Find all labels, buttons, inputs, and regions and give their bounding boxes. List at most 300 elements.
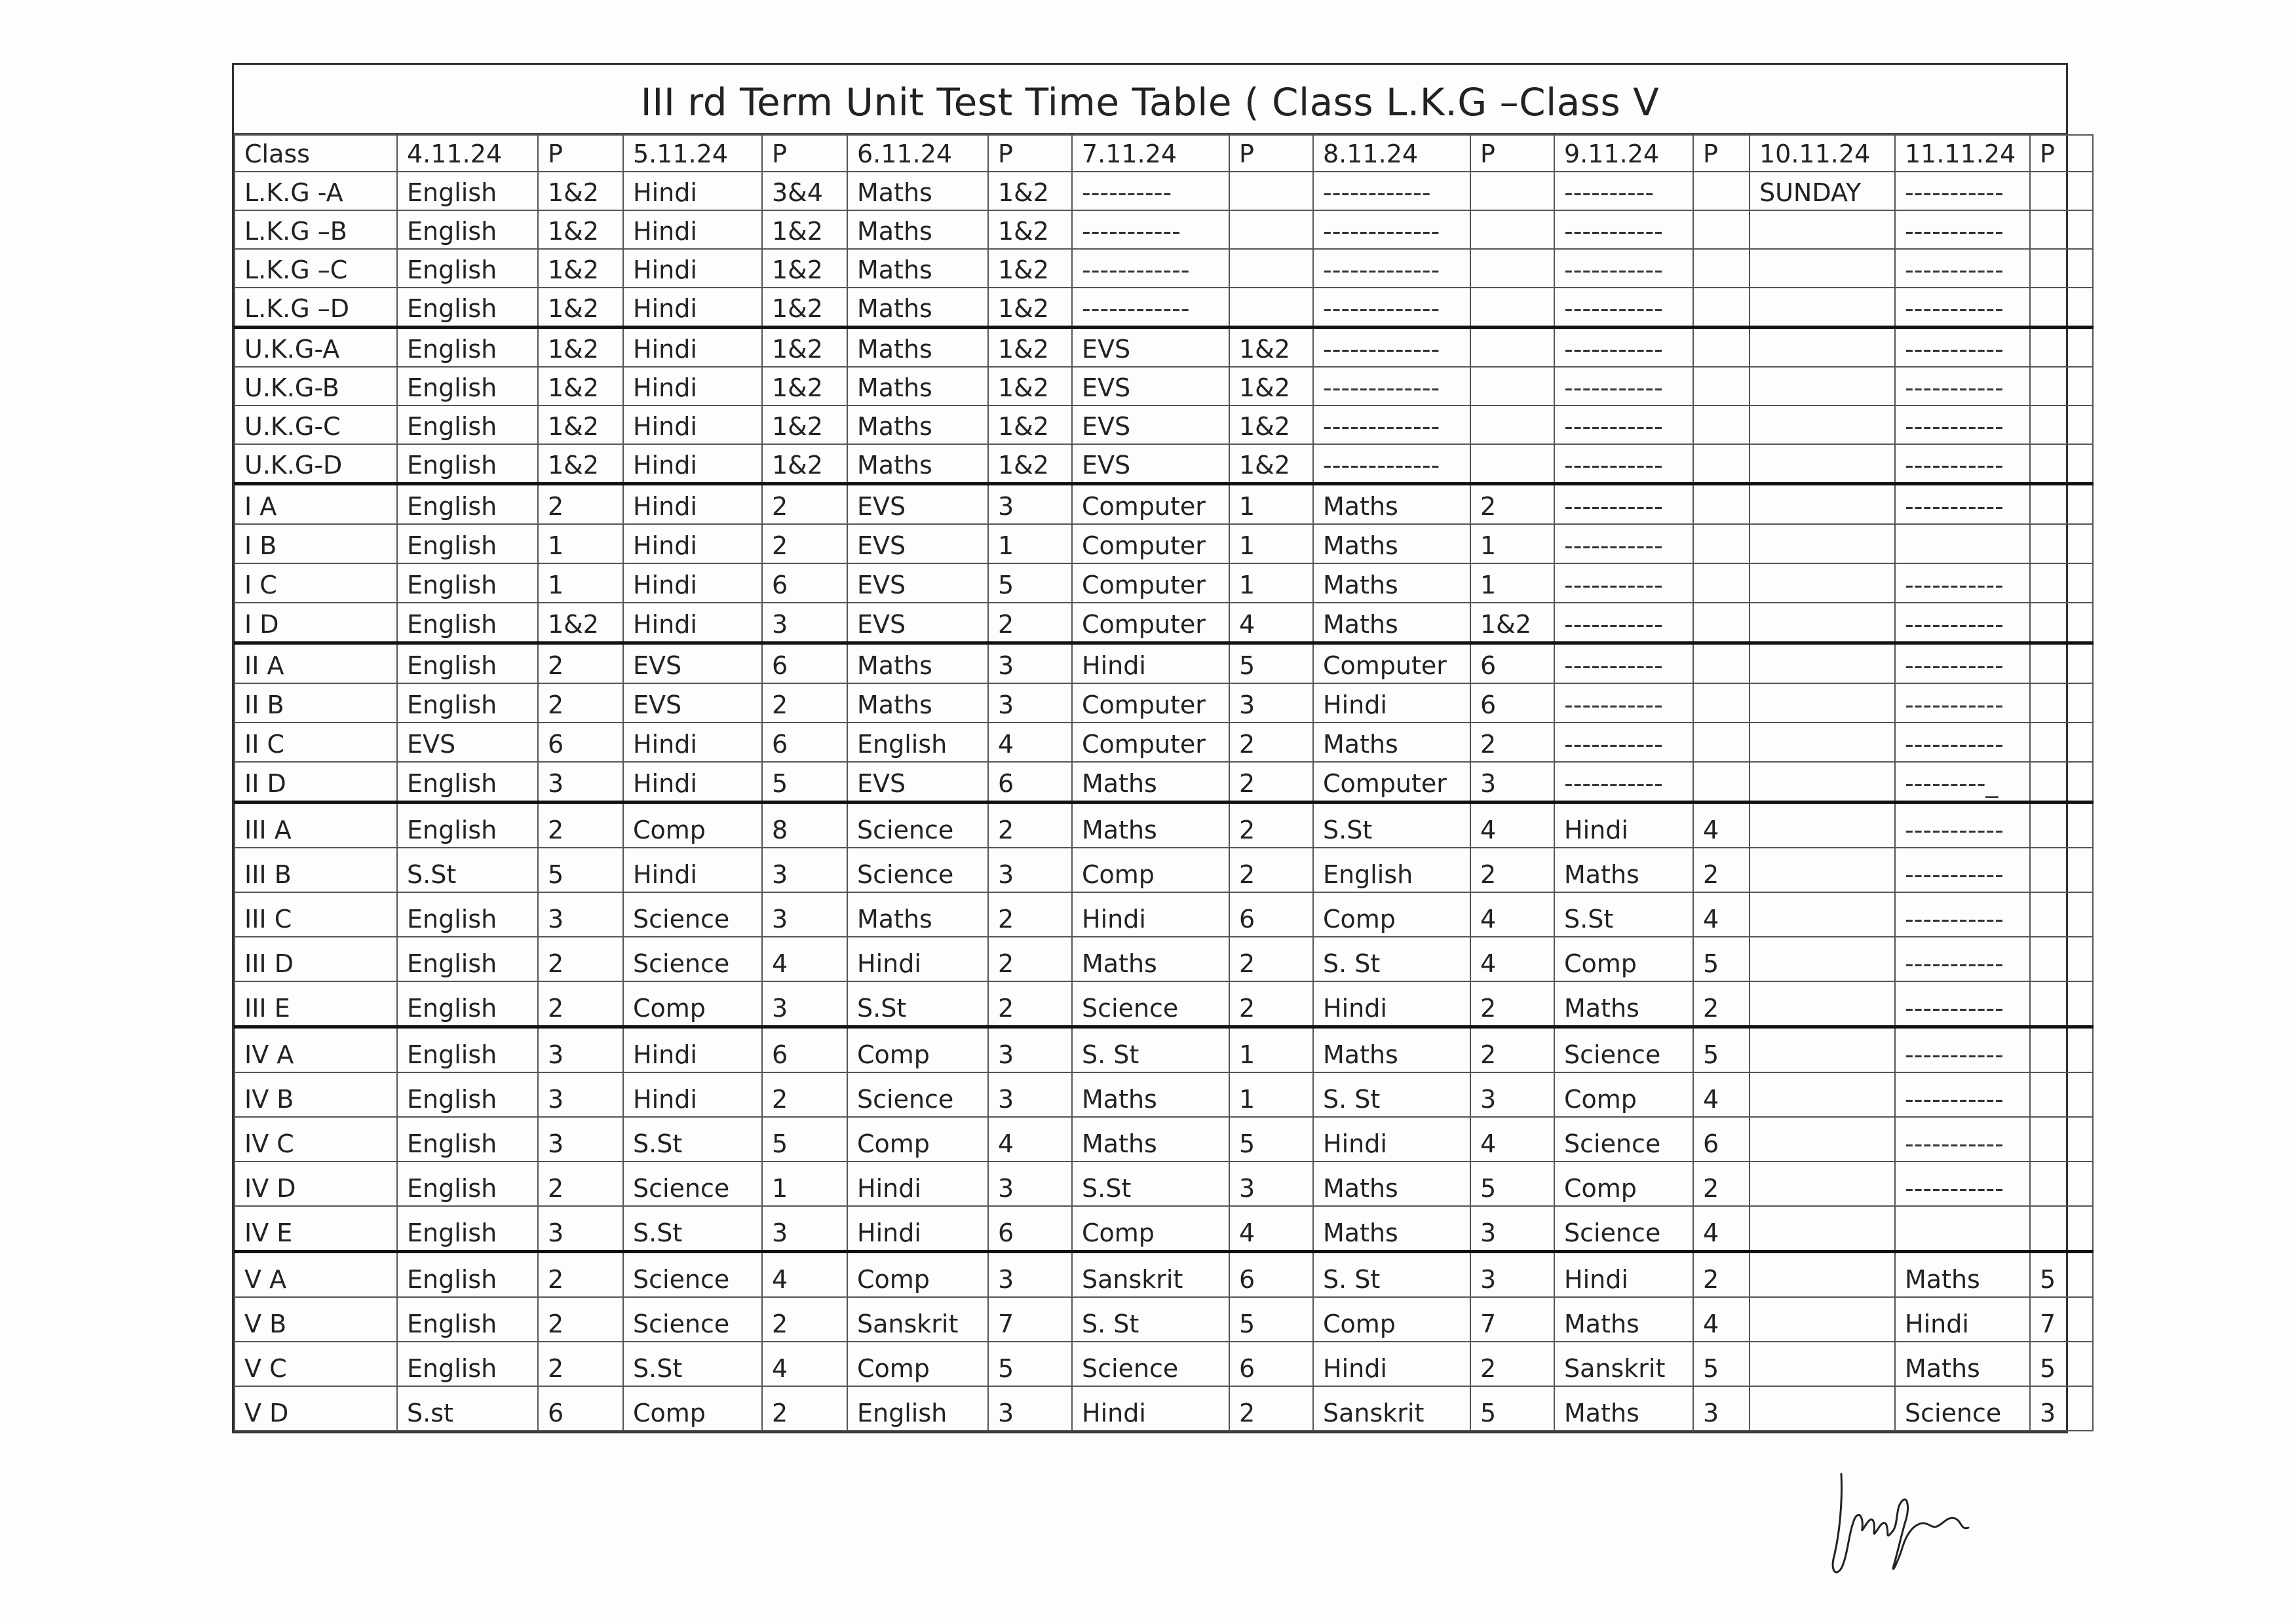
table-cell: 6 <box>762 1027 847 1073</box>
table-cell: English <box>397 981 538 1027</box>
table-cell: ------------- <box>1313 210 1470 249</box>
table-cell: ----------- <box>1895 288 2030 328</box>
table-cell: Maths <box>1554 848 1693 892</box>
table-cell <box>2030 981 2093 1027</box>
table-cell <box>1470 288 1554 328</box>
table-cell: 6 <box>762 723 847 762</box>
table-cell: 5 <box>2030 1252 2093 1298</box>
table-cell: Science <box>623 937 762 981</box>
table-cell <box>1229 172 1313 210</box>
table-cell: Computer <box>1313 643 1470 684</box>
table-cell: 1&2 <box>762 210 847 249</box>
table-cell: 3 <box>538 892 623 937</box>
table-cell: 4 <box>1693 1072 1750 1117</box>
table-cell: 2 <box>538 643 623 684</box>
table-cell: 2 <box>1229 848 1313 892</box>
table-cell: 4 <box>1470 1117 1554 1161</box>
table-cell: 1&2 <box>988 172 1072 210</box>
class-cell: III A <box>235 803 397 848</box>
table-cell: ------------ <box>1313 172 1470 210</box>
table-cell: English <box>397 762 538 803</box>
table-row <box>235 288 2093 328</box>
table-cell <box>2030 563 2093 603</box>
table-cell: EVS <box>1072 328 1229 368</box>
table-cell: 5 <box>762 1117 847 1161</box>
table-cell: 1&2 <box>762 406 847 444</box>
table-cell: 6 <box>988 1206 1072 1252</box>
table-cell: Science <box>847 848 988 892</box>
table-cell: English <box>397 1252 538 1298</box>
table-cell: Computer <box>1072 484 1229 525</box>
table-cell: Comp <box>623 1386 762 1431</box>
table-cell: Computer <box>1072 603 1229 643</box>
table-cell: Comp <box>1313 892 1470 937</box>
table-cell: 2 <box>762 1386 847 1431</box>
table-cell: 1&2 <box>1229 328 1313 368</box>
table-cell: Hindi <box>623 406 762 444</box>
header-cell: P <box>762 135 847 172</box>
table-cell: 2 <box>988 892 1072 937</box>
class-cell: L.K.G -A <box>235 172 397 210</box>
table-cell: ----------- <box>1554 328 1693 368</box>
table-cell: 4 <box>988 1117 1072 1161</box>
table-cell: Maths <box>847 172 988 210</box>
class-cell: IV A <box>235 1027 397 1073</box>
table-cell: 5 <box>1470 1386 1554 1431</box>
table-cell: 2 <box>1470 981 1554 1027</box>
table-cell: 2 <box>1470 1027 1554 1073</box>
table-cell: ----------- <box>1554 643 1693 684</box>
table-cell: Hindi <box>623 603 762 643</box>
table-cell: Science <box>1554 1206 1693 1252</box>
table-row <box>235 172 2093 210</box>
table-cell: ----------- <box>1895 444 2030 484</box>
table-cell: 2 <box>1229 937 1313 981</box>
table-cell: English <box>847 723 988 762</box>
class-cell: V D <box>235 1386 397 1431</box>
table-cell <box>1693 210 1750 249</box>
table-cell <box>2030 1027 2093 1073</box>
table-cell: Maths <box>847 643 988 684</box>
table-row <box>235 643 2093 684</box>
table-cell: 1 <box>762 1161 847 1206</box>
table-cell: Maths <box>847 249 988 288</box>
header-cell: 4.11.24 <box>397 135 538 172</box>
table-cell: 1 <box>538 563 623 603</box>
class-cell: III E <box>235 981 397 1027</box>
table-cell: English <box>397 563 538 603</box>
table-cell: ----------- <box>1895 937 2030 981</box>
table-cell: 3 <box>538 1117 623 1161</box>
header-cell: 11.11.24 <box>1895 135 2030 172</box>
table-cell: English <box>397 406 538 444</box>
table-cell: 1&2 <box>762 328 847 368</box>
table-row <box>235 723 2093 762</box>
table-cell: English <box>397 367 538 406</box>
table-cell: 4 <box>762 937 847 981</box>
table-cell: Maths <box>1313 1027 1470 1073</box>
table-cell: 3 <box>762 603 847 643</box>
table-cell: English <box>397 249 538 288</box>
table-cell: ------------ <box>1072 288 1229 328</box>
table-cell: Hindi <box>623 1027 762 1073</box>
table-cell: 3 <box>1229 683 1313 723</box>
table-cell <box>1750 643 1895 684</box>
table-cell: Maths <box>1554 1386 1693 1431</box>
table-cell: Science <box>623 1161 762 1206</box>
table-cell: Sanskrit <box>1072 1252 1229 1298</box>
table-cell: 2 <box>762 524 847 563</box>
table-cell: 2 <box>1693 1252 1750 1298</box>
table-cell: EVS <box>847 484 988 525</box>
table-cell: 1&2 <box>988 288 1072 328</box>
signature <box>1822 1461 1992 1592</box>
table-cell: Science <box>1554 1027 1693 1073</box>
table-cell: 3 <box>538 1027 623 1073</box>
table-cell: ----------- <box>1554 288 1693 328</box>
table-cell: Science <box>623 1252 762 1298</box>
table-cell: 3 <box>538 1206 623 1252</box>
table-cell: 5 <box>1229 1297 1313 1342</box>
table-cell: 3 <box>1693 1386 1750 1431</box>
table-cell <box>1750 288 1895 328</box>
class-cell: I B <box>235 524 397 563</box>
table-cell: Maths <box>847 210 988 249</box>
table-cell: S. St <box>1313 1252 1470 1298</box>
table-cell: Hindi <box>623 524 762 563</box>
table-cell: Science <box>1554 1117 1693 1161</box>
table-cell: Maths <box>1313 723 1470 762</box>
table-cell: 4 <box>1470 892 1554 937</box>
table-cell: Science <box>1072 981 1229 1027</box>
table-cell <box>1750 1342 1895 1386</box>
header-cell: P <box>988 135 1072 172</box>
table-cell: English <box>847 1386 988 1431</box>
header-row <box>235 135 2093 172</box>
table-cell: Computer <box>1072 723 1229 762</box>
table-cell <box>1750 524 1895 563</box>
class-cell: L.K.G –B <box>235 210 397 249</box>
table-cell: Maths <box>1072 1072 1229 1117</box>
table-cell: Maths <box>1313 1206 1470 1252</box>
table-cell <box>1693 328 1750 368</box>
table-cell: 1&2 <box>988 367 1072 406</box>
table-cell: 3 <box>538 1072 623 1117</box>
table-row <box>235 484 2093 525</box>
table-cell: Comp <box>1072 848 1229 892</box>
table-cell: ----------- <box>1895 643 2030 684</box>
class-cell: V C <box>235 1342 397 1386</box>
table-cell: Comp <box>1554 1161 1693 1206</box>
table-cell: English <box>397 484 538 525</box>
class-cell: III C <box>235 892 397 937</box>
table-cell <box>1750 1252 1895 1298</box>
table-cell <box>1750 406 1895 444</box>
class-cell: U.K.G-D <box>235 444 397 484</box>
table-cell: 3 <box>762 892 847 937</box>
table-cell: 1 <box>538 524 623 563</box>
table-cell: 1 <box>1229 563 1313 603</box>
header-cell: 7.11.24 <box>1072 135 1229 172</box>
table-cell: Maths <box>1072 1117 1229 1161</box>
table-cell: ----------- <box>1554 484 1693 525</box>
table-cell: English <box>397 892 538 937</box>
table-cell: ----------- <box>1895 1161 2030 1206</box>
table-cell: ------------- <box>1313 328 1470 368</box>
table-cell: Maths <box>1072 937 1229 981</box>
table-cell: 1&2 <box>1229 367 1313 406</box>
table-cell: 2 <box>538 1161 623 1206</box>
table-cell: Maths <box>847 406 988 444</box>
table-cell <box>1750 1386 1895 1431</box>
table-cell: 3&4 <box>762 172 847 210</box>
table-cell: 1&2 <box>988 249 1072 288</box>
table-cell <box>2030 328 2093 368</box>
class-cell: I D <box>235 603 397 643</box>
table-cell: S.St <box>1554 892 1693 937</box>
table-cell: S.St <box>623 1206 762 1252</box>
table-cell: 1 <box>988 524 1072 563</box>
table-cell: Comp <box>847 1342 988 1386</box>
table-cell: ----------- <box>1895 249 2030 288</box>
table-cell <box>2030 762 2093 803</box>
table-cell: ----------- <box>1554 406 1693 444</box>
table-cell: ----------- <box>1554 444 1693 484</box>
table-cell: EVS <box>847 603 988 643</box>
table-cell: English <box>397 444 538 484</box>
table-cell: 5 <box>1693 1027 1750 1073</box>
table-cell <box>1750 1072 1895 1117</box>
table-cell <box>2030 1117 2093 1161</box>
table-cell: ----------- <box>1554 762 1693 803</box>
table-cell: Hindi <box>1072 1386 1229 1431</box>
table-cell: English <box>397 1206 538 1252</box>
table-cell: EVS <box>847 563 988 603</box>
class-cell: II D <box>235 762 397 803</box>
table-cell: Maths <box>1313 524 1470 563</box>
table-cell: 1&2 <box>762 444 847 484</box>
table-cell: EVS <box>623 643 762 684</box>
table-cell: 4 <box>1229 1206 1313 1252</box>
table-cell: Maths <box>1554 981 1693 1027</box>
table-cell <box>1693 683 1750 723</box>
table-cell <box>2030 1206 2093 1252</box>
table-cell <box>1693 643 1750 684</box>
table-cell: EVS <box>1072 367 1229 406</box>
table-cell: ----------- <box>1554 524 1693 563</box>
table-cell <box>2030 723 2093 762</box>
table-cell <box>1693 563 1750 603</box>
table-cell: Hindi <box>1072 892 1229 937</box>
table-cell: 1 <box>1470 563 1554 603</box>
table-cell: 2 <box>988 603 1072 643</box>
table-cell <box>2030 1161 2093 1206</box>
table-cell: English <box>397 937 538 981</box>
table-cell: 1 <box>1229 484 1313 525</box>
header-cell: P <box>1470 135 1554 172</box>
table-cell: 4 <box>762 1342 847 1386</box>
table-cell: ----------- <box>1554 367 1693 406</box>
table-row <box>235 892 2093 937</box>
table-cell <box>1693 444 1750 484</box>
table-cell: Hindi <box>623 484 762 525</box>
table-cell: 1&2 <box>762 288 847 328</box>
table-cell: ----------- <box>1554 683 1693 723</box>
table-cell: 2 <box>762 484 847 525</box>
table-cell: ----------- <box>1554 723 1693 762</box>
table-cell: Hindi <box>623 848 762 892</box>
table-cell: Hindi <box>623 762 762 803</box>
table-cell: Hindi <box>623 328 762 368</box>
table-cell: 5 <box>1693 1342 1750 1386</box>
table-cell: Science <box>847 803 988 848</box>
table-cell <box>1750 683 1895 723</box>
table-cell: 2 <box>1229 723 1313 762</box>
table-cell: 1 <box>1470 524 1554 563</box>
table-cell <box>1750 444 1895 484</box>
table-cell: 3 <box>1229 1161 1313 1206</box>
table-cell <box>1470 172 1554 210</box>
table-cell <box>1229 288 1313 328</box>
table-cell: Hindi <box>847 937 988 981</box>
table-cell: 3 <box>2030 1386 2093 1431</box>
table-cell: 1&2 <box>538 288 623 328</box>
table-cell <box>1693 524 1750 563</box>
table-cell <box>1470 406 1554 444</box>
table-cell: S. St <box>1313 937 1470 981</box>
table-cell: 3 <box>762 1206 847 1252</box>
table-cell: 5 <box>1229 643 1313 684</box>
table-cell: 3 <box>1470 1072 1554 1117</box>
table-cell: Maths <box>847 444 988 484</box>
table-cell: Comp <box>1072 1206 1229 1252</box>
table-cell: English <box>397 210 538 249</box>
table-cell <box>2030 892 2093 937</box>
class-cell: V B <box>235 1297 397 1342</box>
table-cell: Maths <box>847 683 988 723</box>
table-cell <box>1750 848 1895 892</box>
table-cell: 1&2 <box>988 406 1072 444</box>
table-row <box>235 406 2093 444</box>
table-cell <box>1750 981 1895 1027</box>
table-cell: Comp <box>847 1027 988 1073</box>
table-cell: EVS <box>623 683 762 723</box>
table-cell: 2 <box>1470 848 1554 892</box>
table-cell: Maths <box>1313 563 1470 603</box>
table-cell <box>2030 210 2093 249</box>
table-cell: Sanskrit <box>847 1297 988 1342</box>
table-cell: Comp <box>847 1252 988 1298</box>
table-row <box>235 1386 2093 1431</box>
table-cell: 3 <box>988 683 1072 723</box>
table-cell <box>1693 406 1750 444</box>
table-cell: Maths <box>1895 1252 2030 1298</box>
table-cell: 4 <box>1693 892 1750 937</box>
table-cell: English <box>397 524 538 563</box>
table-cell: 6 <box>1229 1252 1313 1298</box>
table-cell: Hindi <box>1554 803 1693 848</box>
table-cell: Hindi <box>1554 1252 1693 1298</box>
table-cell: 6 <box>1229 892 1313 937</box>
table-cell: English <box>397 603 538 643</box>
table-cell: 1&2 <box>988 210 1072 249</box>
header-cell: P <box>538 135 623 172</box>
table-cell: 5 <box>1693 937 1750 981</box>
table-cell <box>2030 172 2093 210</box>
table-cell: 2 <box>538 1252 623 1298</box>
class-cell: III B <box>235 848 397 892</box>
table-cell: 2 <box>538 1342 623 1386</box>
table-cell <box>1750 1161 1895 1206</box>
table-cell: English <box>397 1297 538 1342</box>
table-cell <box>2030 1072 2093 1117</box>
table-cell: ----------- <box>1554 210 1693 249</box>
table-cell: English <box>397 172 538 210</box>
table-cell <box>1750 603 1895 643</box>
table-row <box>235 683 2093 723</box>
table-cell: 1&2 <box>538 328 623 368</box>
table-cell: 1&2 <box>1470 603 1554 643</box>
table-row <box>235 603 2093 643</box>
table-cell: 1&2 <box>538 367 623 406</box>
table-cell: 2 <box>1470 1342 1554 1386</box>
header-cell: P <box>2030 135 2093 172</box>
class-cell: I C <box>235 563 397 603</box>
timetable-table <box>234 134 2094 1431</box>
table-cell: Hindi <box>1072 643 1229 684</box>
table-cell: 6 <box>1693 1117 1750 1161</box>
table-cell: 2 <box>1693 1161 1750 1206</box>
table-cell: ---------- <box>1072 172 1229 210</box>
table-cell: Hindi <box>623 563 762 603</box>
table-cell: 5 <box>2030 1342 2093 1386</box>
table-cell <box>2030 524 2093 563</box>
header-cell: P <box>1693 135 1750 172</box>
table-cell: 1&2 <box>988 444 1072 484</box>
table-cell: ---------_ <box>1895 762 2030 803</box>
table-cell: 6 <box>538 723 623 762</box>
table-row <box>235 937 2093 981</box>
table-cell: ----------- <box>1895 367 2030 406</box>
table-cell: Comp <box>623 981 762 1027</box>
table-cell: ----------- <box>1895 406 2030 444</box>
table-cell: Hindi <box>1313 981 1470 1027</box>
table-row <box>235 249 2093 288</box>
table-cell: ----------- <box>1895 723 2030 762</box>
table-cell: S.St <box>1313 803 1470 848</box>
table-cell: ------------- <box>1313 249 1470 288</box>
table-cell: 1&2 <box>1229 406 1313 444</box>
table-cell: Maths <box>1072 762 1229 803</box>
table-cell <box>1693 288 1750 328</box>
table-cell: English <box>1313 848 1470 892</box>
table-cell <box>1470 367 1554 406</box>
table-cell: 2 <box>538 484 623 525</box>
table-cell: Hindi <box>1313 1342 1470 1386</box>
table-cell <box>2030 683 2093 723</box>
table-cell: 2 <box>1229 762 1313 803</box>
table-row <box>235 1252 2093 1298</box>
table-cell: 2 <box>538 683 623 723</box>
table-cell: Hindi <box>847 1161 988 1206</box>
table-cell <box>1750 762 1895 803</box>
table-cell: Hindi <box>623 210 762 249</box>
table-cell: 1&2 <box>762 367 847 406</box>
table-cell: Hindi <box>847 1206 988 1252</box>
class-cell: U.K.G-C <box>235 406 397 444</box>
table-cell <box>1693 762 1750 803</box>
table-cell: 4 <box>1693 1206 1750 1252</box>
